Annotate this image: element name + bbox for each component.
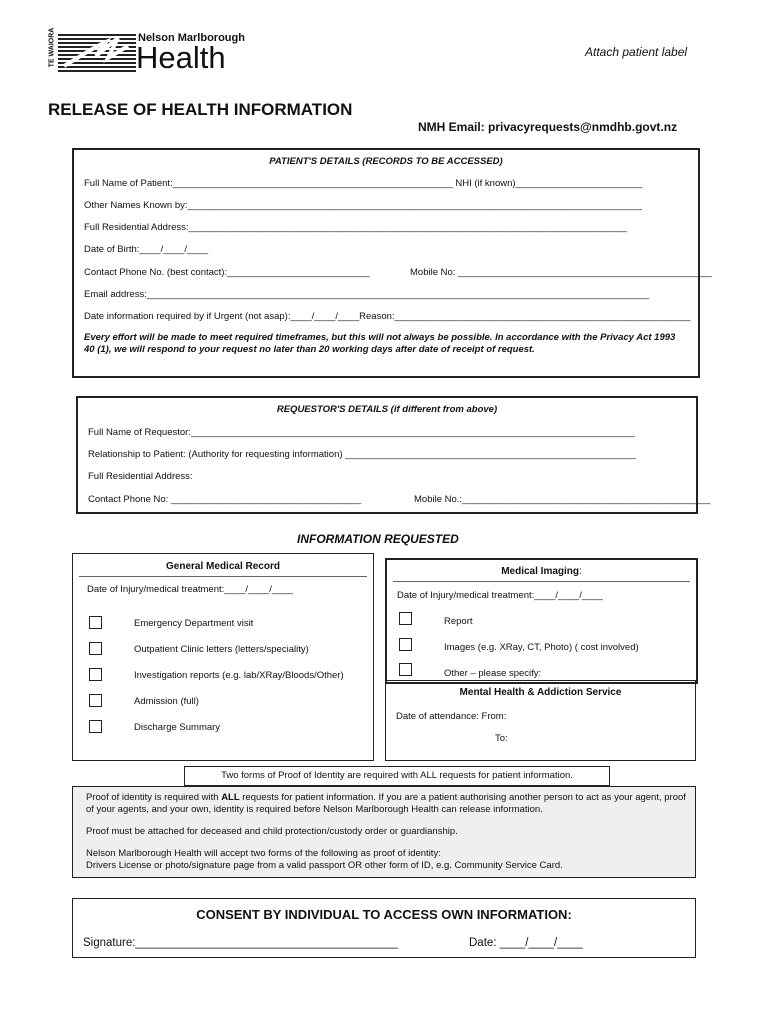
investigation-reports-checkbox[interactable] (89, 668, 102, 681)
proof-paragraph-1-pre: Proof of identity is required with (86, 792, 222, 803)
proof-paragraph-2: Proof must be attached for deceased and child protection/custody order or guardianship. (86, 826, 458, 837)
patient-details-heading: PATIENT'S DETAILS (RECORDS TO BE ACCESSED) (269, 156, 503, 167)
attendance-to-field[interactable]: To: (495, 733, 508, 744)
consent-title: CONSENT BY INDIVIDUAL TO ACCESS OWN INFORMATION: (196, 907, 572, 922)
logo-side-text: TE WAIORA (48, 27, 56, 68)
proof-of-identity-box (72, 786, 696, 878)
discharge-summary-checkbox[interactable] (89, 720, 102, 733)
imaging-report-label: Report (444, 616, 473, 627)
logo-main-text: Health (136, 40, 226, 75)
proof-paragraph-1 (86, 792, 686, 816)
discharge-summary-label: Discharge Summary (134, 722, 221, 733)
requestor-address-field[interactable]: Full Residential Address: (88, 471, 193, 482)
imaging-images-label: Images (e.g. XRay, CT, Photo) ( cost involved) (444, 642, 639, 653)
urgent-date-field[interactable]: Date information required by if Urgent (not asap):____/____/____Reason:________________________________________________________ (84, 311, 691, 322)
patient-address-field[interactable]: Full Residential Address:___________________________________________________________________________________ (84, 222, 628, 233)
other-names-field[interactable]: Other Names Known by:______________________________________________________________________________________ (84, 200, 642, 211)
mental-health-box (385, 680, 696, 761)
medical-imaging-box (385, 558, 698, 684)
proof-banner: Two forms of Proof of Identity are required with ALL requests for patient information. (184, 766, 610, 786)
relationship-field[interactable]: Relationship to Patient: (Authority for requesting information) _______________________________________________________ (88, 449, 636, 460)
imaging-report-checkbox[interactable] (399, 612, 412, 625)
page-title: RELEASE OF HEALTH INFORMATION (48, 100, 353, 119)
logo-mark-icon (58, 32, 138, 74)
patient-email-field[interactable]: Email address:_______________________________________________________________________________________________ (84, 289, 649, 300)
patient-phone-field[interactable]: Contact Phone No. (best contact):___________________________ (84, 267, 370, 278)
medical-imaging-title-suffix: : (579, 566, 582, 577)
general-medical-record-title: General Medical Record (166, 561, 280, 572)
medical-imaging-title-text: Medical Imaging (501, 566, 579, 577)
emergency-visit-label: Emergency Department visit (134, 618, 254, 629)
admission-checkbox[interactable] (89, 694, 102, 707)
imaging-images-checkbox[interactable] (399, 638, 412, 651)
imaging-treatment-date-field[interactable]: Date of Injury/medical treatment:____/____/____ (397, 590, 603, 601)
info-requested-heading: INFORMATION REQUESTED (297, 532, 459, 546)
imaging-other-checkbox[interactable] (399, 663, 412, 676)
attach-patient-label: Attach patient label (585, 45, 688, 59)
requestor-details-section (76, 396, 711, 514)
imaging-other-label: Other – please specify: (444, 668, 542, 679)
outpatient-letters-checkbox[interactable] (89, 642, 102, 655)
logo (46, 27, 256, 76)
general-treatment-date-field[interactable]: Date of Injury/medical treatment:____/____/____ (87, 584, 293, 595)
general-medical-record-box (72, 553, 374, 761)
proof-paragraph-1-bold: ALL (221, 792, 240, 803)
requestor-details-heading: REQUESTOR'S DETAILS (if different from above) (276, 404, 498, 415)
requestor-name-field[interactable]: Full Name of Requestor:____________________________________________________________________________________ (88, 427, 635, 438)
patient-details-section (72, 148, 712, 378)
date-of-birth-field[interactable]: Date of Birth:____/____/____ (84, 244, 209, 255)
timeframe-note: Every effort will be made to meet required timeframes, but this will not always be possible. In accordance with the Privacy Act 1993 40 (1), we will respond to your request no later than 20 working days after date of receipt of request. (84, 332, 676, 355)
attendance-from-field[interactable]: Date of attendance: From: (396, 711, 507, 722)
admission-label: Admission (full) (134, 696, 199, 707)
requestor-mobile-field[interactable]: Mobile No.:_______________________________________________ (414, 494, 711, 505)
requestor-phone-field[interactable]: Contact Phone No: ____________________________________ (88, 494, 362, 505)
patient-name-field[interactable]: Full Name of Patient:_____________________________________________________ NHI (if known)________________________ (84, 178, 643, 189)
logo-top-text: Nelson Marlborough (138, 32, 245, 44)
outpatient-letters-label: Outpatient Clinic letters (letters/speciality) (134, 644, 309, 655)
proof-paragraph-3b: Drivers License or photo/signature page from a valid passport OR other form of ID, e.g. Community Service Card. (86, 860, 563, 871)
consent-date-field[interactable]: Date: ____/____/____ (469, 937, 583, 949)
emergency-visit-checkbox[interactable] (89, 616, 102, 629)
proof-paragraph-1-post: requests for patient information. If you are a patient authorising another person to act as your agent, proof of your agents, and your own, identity is required before Nelson Marlborough Health can release information. (86, 792, 686, 815)
proof-paragraph-3a: Nelson Marlborough Health will accept two forms of the following as proof of identity: (86, 848, 441, 859)
mental-health-title: Mental Health & Addiction Service (459, 687, 622, 698)
investigation-reports-label: Investigation reports (e.g. lab/XRay/Bloods/Other) (134, 670, 344, 681)
consent-box (72, 898, 696, 958)
medical-imaging-title (387, 566, 696, 577)
email-line: NMH Email: privacyrequests@nmdhb.govt.nz (418, 120, 678, 134)
patient-mobile-field[interactable]: Mobile No: ________________________________________________ (410, 267, 712, 278)
signature-field[interactable]: Signature:_________________________________________ (83, 937, 398, 949)
